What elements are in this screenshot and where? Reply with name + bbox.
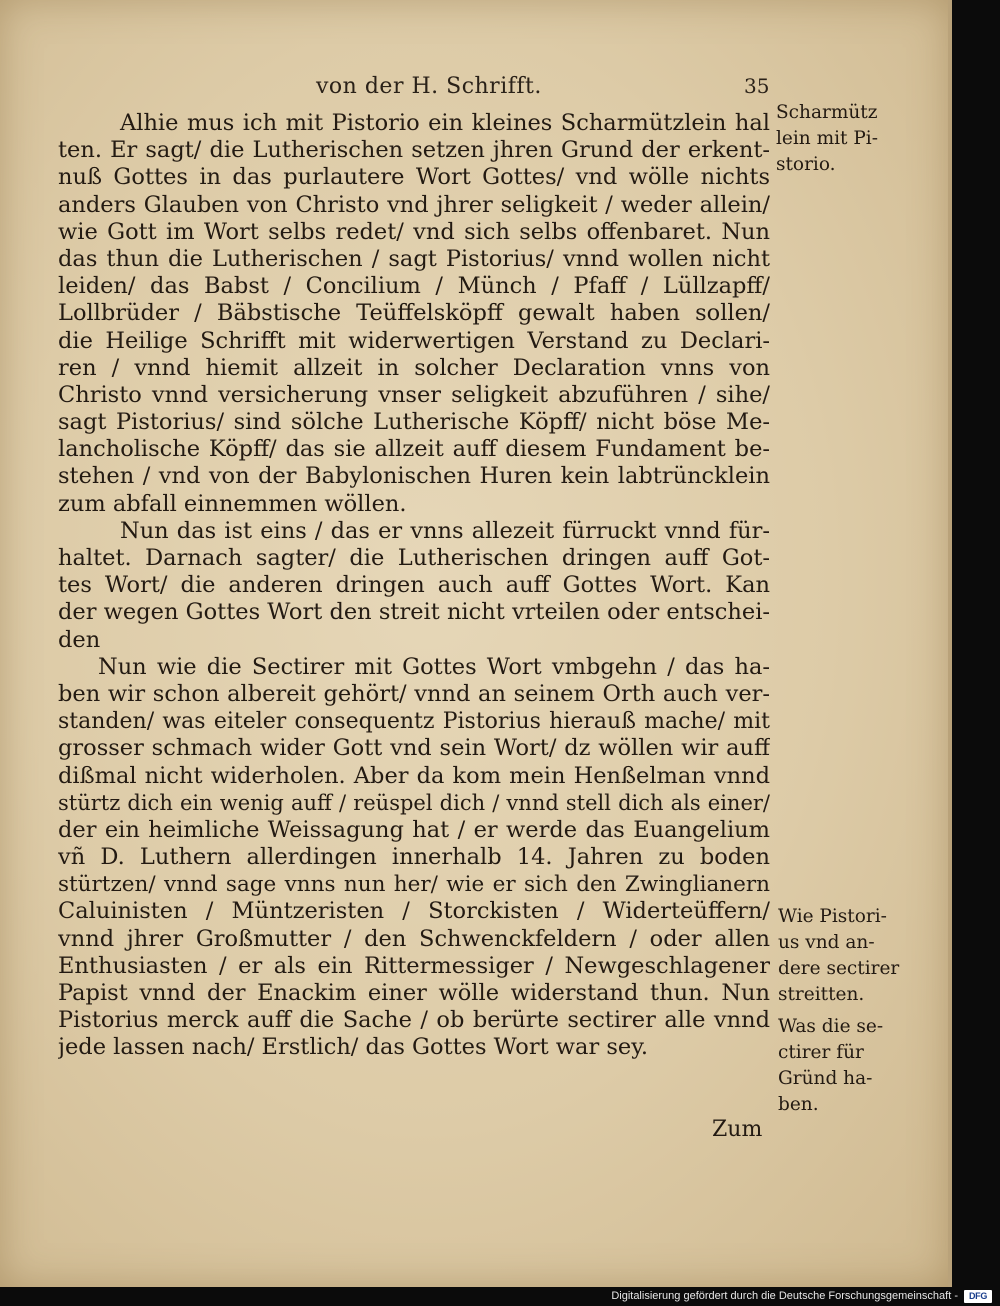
page-number: 35 <box>744 74 770 98</box>
margin-note <box>778 1014 883 1118</box>
text-line: der wegen Gottes Wort den streit nicht vrteilen oder entschei- <box>58 599 770 626</box>
running-head: von der H. Schrifft. <box>316 74 542 99</box>
body-text <box>58 110 770 1062</box>
text-line: stehen / vnd von der Babylonischen Huren kein labtrüncklein <box>58 463 770 490</box>
text-line: die Heilige Schrifft mit widerwertigen Verstand zu Declari- <box>58 327 770 354</box>
margin-note-line: Wie Pistori- <box>778 906 887 927</box>
margin-note-line: dere sectirer <box>778 958 900 979</box>
text-line: vñ D. Luthern allerdingen innerhalb 14. Jahren zu boden <box>58 844 770 871</box>
text-line: Nun wie die Sectirer mit Gottes Wort vmbgehn / das ha- <box>98 653 770 680</box>
text-line: lancholische Köpff/ das sie allzeit auff diesem Fundament be- <box>58 436 770 463</box>
text-line: das thun die Lutherischen / sagt Pistorius/ vnnd wollen nicht <box>58 245 770 272</box>
text-line: der ein heimliche Weissagung hat / er werde das Euangelium <box>58 816 770 843</box>
text-line: zum abfall einnemmen wöllen. <box>58 490 407 517</box>
text-line: jede lassen nach/ Erstlich/ das Gottes Wort war sey. <box>58 1034 649 1061</box>
text-line: ren / vnnd hiemit allzeit in solcher Declaration vnns von <box>58 354 770 381</box>
text-line: Lollbrüder / Bäbstische Teüffelsköpff gewalt haben sollen/ <box>58 300 770 327</box>
dfg-logo: DFG <box>964 1290 992 1303</box>
text-line: anders Glauben von Christo vnd jhrer seligkeit / weder allein/ <box>58 191 770 218</box>
text-line: wie Gott im Wort selbs redet/ vnd sich selbs offenbaret. Nun <box>58 218 770 245</box>
text-line: ten. Er sagt/ die Lutherischen setzen jhren Grund der erkent- <box>58 137 770 164</box>
footer-bar <box>0 1287 1000 1306</box>
text-line: leiden/ das Babst / Concilium / Münch / Pfaff / Lüllzapff/ <box>58 273 770 300</box>
text-line: den <box>58 626 101 653</box>
margin-note-line: streitten. <box>778 984 865 1005</box>
margin-note-line: Was die se- <box>778 1016 884 1037</box>
text-line: nuß Gottes in das purlautere Wort Gottes/ vnd wölle nichts <box>58 164 770 191</box>
text-line: ben wir schon albereit gehört/ vnnd an seinem Orth auch ver- <box>58 680 770 707</box>
text-line: standen/ was eiteler consequentz Pistorius hierauß mache/ mit <box>58 709 770 735</box>
text-line: Christo vnnd versicherung vnser seligkeit abzuführen / sihe/ <box>58 381 770 408</box>
text-line: Alhie mus ich mit Pistorio ein kleines Scharmützlein hal <box>120 110 770 136</box>
margin-note-line: us vnd an- <box>778 932 875 953</box>
text-line: dißmal nicht widerholen. Aber da kom mein Henßelman vnnd <box>58 762 770 789</box>
catchword: Zum <box>712 1117 763 1142</box>
margin-note <box>778 904 899 1008</box>
text-line: Enthusiasten / er als ein Rittermessiger / Newgeschlagener <box>58 952 770 979</box>
text-line: tes Wort/ die anderen dringen auch auff Gottes Wort. Kan <box>58 572 770 599</box>
page-edge <box>948 0 952 1287</box>
margin-note-line: lein mit Pi- <box>776 128 878 149</box>
margin-note-line: storio. <box>776 154 836 175</box>
text-line: stürtz dich ein wenig auff / reüspel dich / vnnd stell dich als einer/ <box>58 790 770 815</box>
text-line: Nun das ist eins / das er vnns allezeit fürruckt vnnd für- <box>120 517 770 544</box>
margin-note-line: ben. <box>778 1094 819 1115</box>
text-line: Pistorius merck auff die Sache / ob berürte sectirer alle vnnd <box>58 1007 770 1034</box>
text-line: haltet. Darnach sagter/ die Lutherischen dringen auff Got- <box>58 545 770 571</box>
margin-note-line: Scharmütz <box>776 102 878 123</box>
margin-note-line: ctirer für <box>778 1042 864 1063</box>
text-line: Caluinisten / Müntzeristen / Storckisten / Widerteüffern/ <box>58 898 770 925</box>
text-line: Papist vnnd der Enackim einer wölle widerstand thun. Nun <box>58 980 770 1006</box>
text-line: stürtzen/ vnnd sage vnns nun her/ wie er sich den Zwinglianern <box>58 872 770 898</box>
text-line: sagt Pistorius/ sind sölche Lutherische Köpff/ nicht böse Me- <box>58 409 770 436</box>
margin-note <box>776 100 878 178</box>
text-line: vnnd jhrer Großmutter / den Schwenckfeldern / oder allen <box>58 925 770 952</box>
margin-note-line: Gründ ha- <box>778 1068 873 1089</box>
funding-credit: Digitalisierung gefördert durch die Deutsche Forschungsgemeinschaft - <box>611 1290 958 1302</box>
text-line: grosser schmach wider Gott vnd sein Wort/ dz wöllen wir auff <box>58 735 770 762</box>
